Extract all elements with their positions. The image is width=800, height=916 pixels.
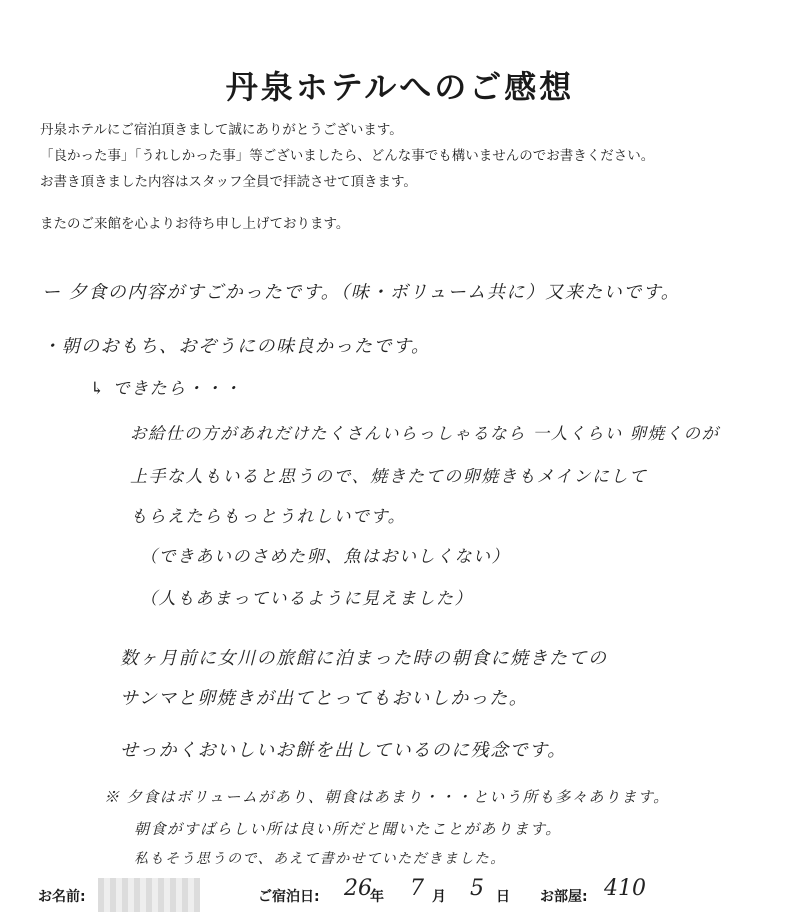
handwritten-line: 朝食がすばらしい所は良い所だと聞いたことがあります。: [134, 820, 562, 838]
handwritten-line: もらえたらもっとうれしいです。: [130, 507, 407, 527]
stay-day: 5: [470, 876, 484, 901]
room-label: お部屋:: [540, 889, 588, 905]
intro-line-3: お書き頂きました内容はスタッフ全員で拝読させて頂きます。: [40, 174, 417, 190]
handwritten-line: 数ヶ月前に女川の旅館に泊まった時の朝食に焼きたての: [120, 648, 608, 669]
intro-line-1: 丹泉ホテルにご宿泊頂きまして誠にありがとうございます。: [40, 122, 403, 138]
intro-line-4: またのご来館を心よりお待ち申し上げております。: [40, 216, 350, 232]
name-label: お名前:: [38, 889, 86, 905]
stay-year: 26: [344, 876, 372, 901]
stay-month: 7: [410, 876, 424, 901]
handwritten-line: せっかくおいしいお餅を出しているのに残念です。: [120, 740, 567, 761]
handwritten-line: （できあいのさめた卵、魚はおいしくない）: [140, 547, 510, 567]
year-unit: 年: [370, 889, 384, 905]
month-unit: 月: [432, 889, 446, 905]
stay-date-label: ご宿泊日:: [258, 889, 320, 905]
handwritten-line: サンマと卵焼きが出てとってもおいしかった。: [120, 688, 529, 709]
room-number: 410: [604, 876, 646, 901]
handwritten-line: ※ 夕食はボリュームがあり、朝食はあまり・・・という所も多々あります。: [104, 788, 670, 806]
handwritten-line: ー 夕食の内容がすごかったです。（味・ボリューム共に）又来たいです。: [42, 282, 681, 303]
intro-line-2: 「良かった事」「うれしかった事」等ございましたら、どんな事でも構いませんのでお書きください。: [40, 148, 655, 164]
handwritten-line: （人もあまっているように見えました）: [140, 589, 473, 609]
handwritten-line: ・朝のおもち、おぞうにの味良かったです。: [42, 336, 431, 357]
redacted-name: [98, 878, 200, 912]
handwritten-line: 私もそう思うので、あえて書かせていただきました。: [134, 851, 506, 867]
handwritten-line: ↳ できたら・・・: [90, 379, 243, 399]
handwritten-line: お給仕の方があれだけたくさんいらっしゃるなら 一人くらい 卵焼くのが: [130, 424, 720, 443]
day-unit: 日: [496, 889, 510, 905]
page-title: 丹泉ホテルへのご感想: [225, 68, 575, 106]
handwritten-line: 上手な人もいると思うので、焼きたての卵焼きもメインにして: [130, 467, 648, 487]
